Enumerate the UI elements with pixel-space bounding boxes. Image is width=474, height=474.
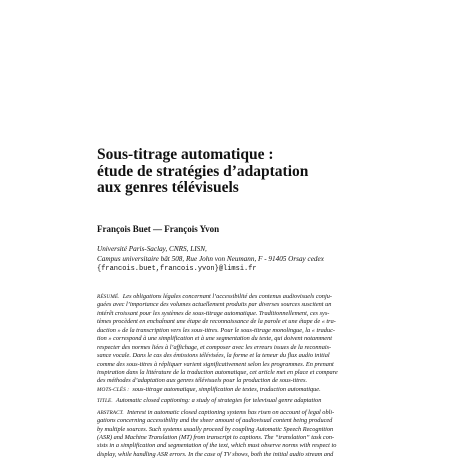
affiliation-line-2: Campus universitaire bât 508, Rue John von Neumann, F - 91405 Orsay cedex — [97, 255, 324, 264]
resume-line: respecter des normes liées à l’affichage, et composer avec les erreurs issues de la reconnais- — [97, 343, 332, 351]
title-line-2: étude de stratégies d’adaptation — [97, 162, 309, 180]
resume-line: comme des sous-titres à répliquer varient significativement selon les programmes. En prenant — [97, 360, 334, 368]
resume-line: inspiration dans la littérature de la traduction automatique, cet article met en place et compare — [97, 368, 338, 376]
resume-line: des méthodes d’adaptation aux genres télévisuels pour la production de sous-titres. — [97, 377, 308, 385]
resume-line: intérêt croissant pour les systèmes de sous-titrage automatique. Traditionnellement, ces sys- — [97, 309, 330, 317]
resume-line: duction » de la transcription vers les sous-titres. Pour le sous-titrage monolingue, la « traduc- — [97, 326, 335, 334]
abstract-label: ABSTRACT. — [97, 409, 124, 416]
english-title-line — [97, 397, 369, 405]
abstract-line: display, while handling ASR errors. In the case of TV shows, both the initial audio stream and — [97, 450, 334, 458]
abstract-line: by multiple sources. Such systems usually proceed by coupling Automatic Speech Recognition — [97, 425, 334, 433]
resume-line: sance vocale. Dans le cas des émissions télévisées, la forme et la teneur du flux audio initial — [97, 352, 330, 360]
title-line-3: aux genres télévisuels — [97, 179, 239, 196]
keywords-text: sous-titrage automatique, simplification de textes, traduction automatique. — [132, 385, 321, 393]
english-title-label: TITLE. — [97, 398, 113, 405]
english-title-text: Automatic closed captioning: a study of strategies for televisual genre adaptation — [115, 397, 322, 405]
abstract-line: ABSTRACT. Interest in automatic closed captioning systems has risen on account of legal obli- — [97, 408, 335, 416]
keywords-line — [97, 386, 369, 394]
authors: François Buet — François Yvon — [97, 224, 220, 234]
author-email[interactable]: {francois.buet,francois.yvon}@limsi.fr — [97, 265, 257, 274]
affiliation-line-1: Université Paris-Saclay, CNRS, LISN, — [97, 245, 207, 253]
abstract-line: (ASR) and Machine Translation (MT) from transcript to captions. The “translation” task con- — [97, 434, 335, 441]
resume-label: RÉSUMÉ. — [97, 294, 120, 300]
resume-line: tion » correspond à une simplification et à une segmentation du texte, qui doivent notamment — [97, 335, 332, 343]
resume-line: tèmes procèdent en enchaînant une étape de reconnaissance de la parole et une étape de « tra- — [97, 318, 336, 326]
title-line-1: Sous-titrage automatique : — [97, 146, 274, 163]
resume-line: RÉSUMÉ. Les obligations légales concernant l’accessibilité des contenus audiovisuels conju- — [97, 293, 332, 300]
abstract-line: sists in a simplification and segmentation of the text, which must observe norms with respect to — [97, 442, 337, 450]
affiliation — [97, 244, 397, 275]
abstract-line: gations concerning accessibility and the sheer amount of audiovisual content being produced — [97, 417, 333, 425]
resume-line: guées avec l’importance des volumes actuellement produits par diverses sources suscitent un — [97, 301, 332, 309]
keywords-label: MOTS-CLÉS : — [97, 386, 130, 393]
paper-title — [97, 147, 397, 197]
abstract-block — [97, 293, 369, 459]
